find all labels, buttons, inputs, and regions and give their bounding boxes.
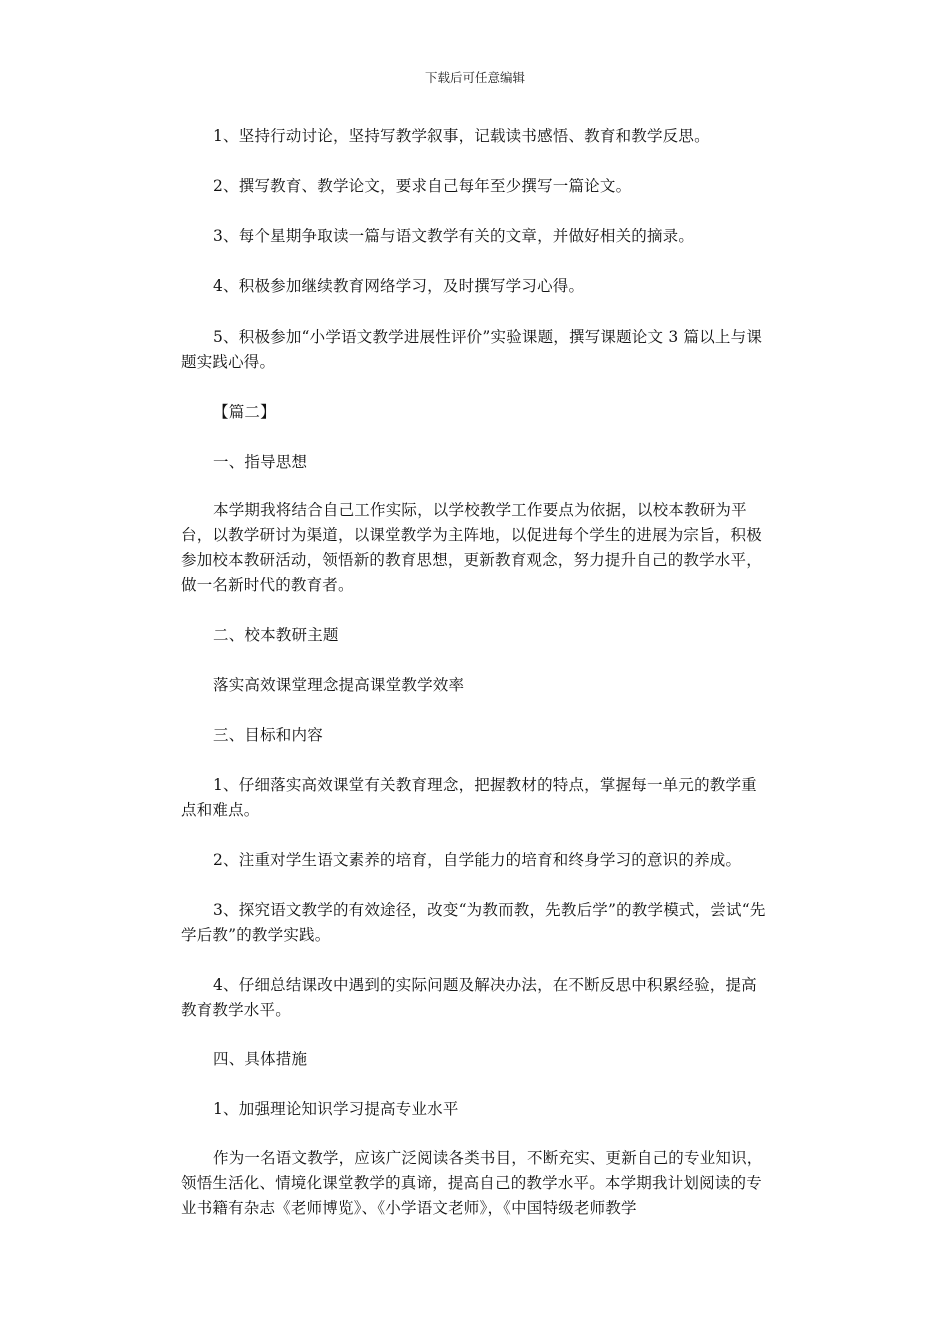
goal-item-3: 3、探究语文教学的有效途径，改变“为教而教，先教后学”的教学模式，尝试“先学后教”的教学实践。 — [181, 901, 766, 944]
heading-guiding-thought: 一、指导思想 — [213, 453, 308, 471]
paragraph-1: 1、坚持行动讨论，坚持写教学叙事，记载读书感悟、教育和教学反思。 — [213, 127, 710, 145]
heading-research-theme: 二、校本教研主题 — [213, 626, 339, 644]
paragraph-measure-1: 作为一名语文教学，应该广泛阅读各类书目，不断充实、更新自己的专业知识，领悟生活化、情境化课堂教学的真谛，提高自己的教学水平。本学期我计划阅读的专业书籍有杂志《老师博览》、《小学语文老师》，《中国特级老师教学 — [181, 1149, 763, 1217]
paragraph-research-theme: 落实高效课堂理念提高课堂教学效率 — [213, 676, 465, 694]
paragraph-3: 3、每个星期争取读一篇与语文教学有关的文章，并做好相关的摘录。 — [213, 227, 695, 245]
heading-goals-content: 三、目标和内容 — [213, 726, 323, 744]
heading-specific-measures: 四、具体措施 — [213, 1050, 308, 1068]
paragraph-2: 2、撰写教育、教学论文，要求自己每年至少撰写一篇论文。 — [213, 177, 632, 195]
page-header: 下载后可任意编辑 — [424, 70, 525, 85]
goal-item-4: 4、仔细总结课改中遇到的实际问题及解决办法，在不断反思中积累经验，提高教育教学水平。 — [181, 976, 757, 1019]
paragraph-5: 5、积极参加“小学语文教学进展性评价”实验课题，撰写课题论文 3 篇以上与课题实践心得。 — [181, 328, 763, 371]
goal-item-2: 2、注重对学生语文素养的培育，自学能力的培育和终身学习的意识的养成。 — [213, 851, 742, 869]
paragraph-guiding-thought: 本学期我将结合自己工作实际，以学校教学工作要点为依据，以校本教研为平台，以教学研讨为渠道，以课堂教学为主阵地，以促进每个学生的进展为宗旨，积极参加校本教研活动，领悟新的教育思想，更新教育观念，努力提升自己的教学水平，做一名新时代的教育者。 — [181, 501, 762, 594]
goal-item-1: 1、仔细落实高效课堂有关教育理念，把握教材的特点，掌握每一单元的教学重点和难点。 — [181, 776, 757, 819]
measure-item-1: 1、加强理论知识学习提高专业水平 — [213, 1100, 459, 1118]
section-heading-part-two: 【篇二】 — [213, 403, 276, 421]
paragraph-4: 4、积极参加继续教育网络学习，及时撰写学习心得。 — [213, 277, 585, 295]
